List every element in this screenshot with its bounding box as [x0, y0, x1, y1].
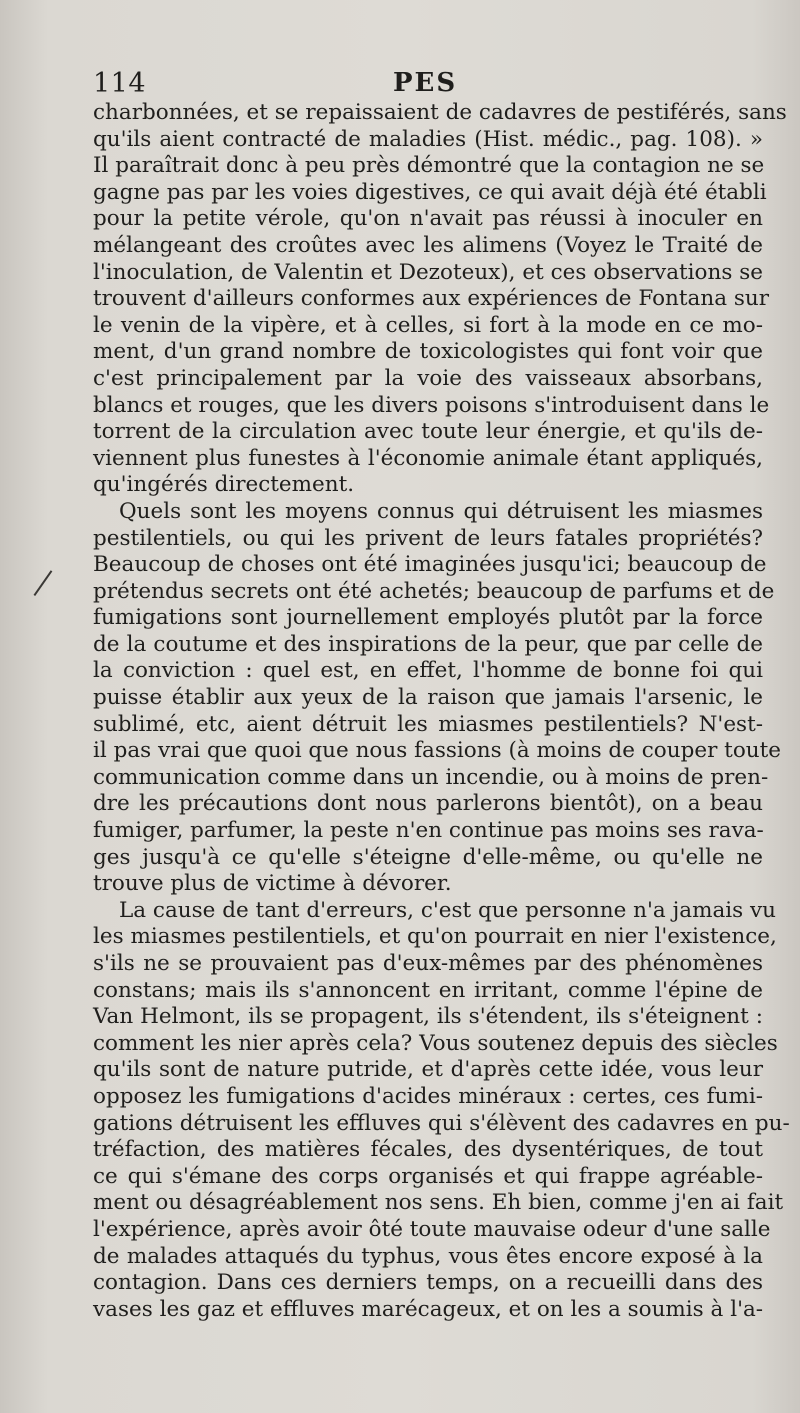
text-line: les miasmes pestilentiels, et qu'on pourrait en nier l'existence, [93, 924, 777, 950]
text-line: gations détruisent les effluves qui s'élèvent des cadavres en pu- [93, 1110, 790, 1136]
margin-pencil-mark [32, 568, 54, 598]
paragraph-start-line: La cause de tant d'erreurs, c'est que personne n'a jamais vu [119, 897, 777, 923]
paragraph-start-line: Quels sont les moyens connus qui détruisent les miasmes [119, 498, 763, 524]
text-line: s'ils ne se prouvaient pas d'eux-mêmes par des phénomènes [93, 951, 763, 976]
text-line: qu'ingérés directement. [93, 472, 355, 498]
text-line: Il paraîtrait donc à peu près démontré que la contagion ne se [93, 153, 765, 179]
text-line: tréfaction, des matières fécales, des dysentériques, de tout [93, 1137, 763, 1163]
text-line: mélangeant des croûtes avec les alimens (Voyez le Traité de [93, 232, 763, 258]
text-line: ment ou désagréablement nos sens. Eh bien, comme j'en ai fait [93, 1190, 784, 1216]
text-line: constans; mais ils s'annoncent en irritant, comme l'épine de [93, 977, 763, 1003]
text-line: fumigations sont journellement employés plutôt par la force [93, 605, 763, 631]
text-line: fumiger, parfumer, la peste n'en continue pas moins ses rava- [93, 818, 764, 844]
text-line: l'inoculation, de Valentin et Dezoteux), et ces observations se [93, 259, 763, 285]
page-number: 114 [93, 68, 147, 99]
text-line: de la coutume et des inspirations de la peur, que par celle de [93, 631, 763, 657]
text-line: pestilentiels, ou qui les privent de leurs fatales propriétés? [93, 525, 763, 551]
body-text [93, 100, 790, 1323]
text-line: vases les gaz et effluves marécageux, et on les a soumis à l'a- [93, 1296, 764, 1322]
text-line: puisse établir aux yeux de la raison que jamais l'arsenic, le [93, 685, 763, 711]
text-line: le venin de la vipère, et à celles, si fort à la mode en ce mo- [93, 312, 763, 338]
text-line: contagion. Dans ces derniers temps, on a recueilli dans des [93, 1270, 763, 1296]
text-line: communication comme dans un incendie, ou à moins de pren- [93, 764, 769, 790]
text-line: qu'ils aient contracté de maladies (Hist. médic., pag. 108). » [93, 126, 763, 152]
text-line: prétendus secrets ont été achetés; beaucoup de parfums et de [93, 578, 775, 604]
text-line: qu'ils sont de nature putride, et d'après cette idée, vous leur [93, 1057, 763, 1083]
text-line: l'expérience, après avoir ôté toute mauvaise odeur d'une salle [93, 1216, 771, 1242]
text-line: pour la petite vérole, qu'on n'avait pas réussi à inoculer en [93, 206, 763, 232]
text-line: Van Helmont, ils se propagent, ils s'étendent, ils s'éteignent : [93, 1004, 763, 1030]
text-line: ment, d'un grand nombre de toxicologistes qui font voir que [93, 339, 763, 365]
text-line: trouvent d'ailleurs conformes aux expériences de Fontana sur [93, 286, 770, 312]
text-line: gagne pas par les voies digestives, ce qui avait déjà été établi [93, 179, 767, 205]
text-line: la conviction : quel est, en effet, l'homme de bonne foi qui [93, 658, 763, 684]
text-line: sublimé, etc, aient détruit les miasmes pestilentiels? N'est- [93, 711, 763, 737]
text-line: trouve plus de victime à dévorer. [93, 871, 452, 897]
text-line: ce qui s'émane des corps organisés et qui frappe agréable- [93, 1163, 763, 1189]
text-line: Beaucoup de choses ont été imaginées jusqu'ici; beaucoup de [93, 552, 767, 578]
text-line: charbonnées, et se repaissaient de cadavres de pestiférés, sans [93, 100, 787, 125]
text-line: il pas vrai que quoi que nous fassions (à moins de couper toute [93, 738, 781, 764]
text-line: blancs et rouges, que les divers poisons s'introduisent dans le [93, 392, 770, 418]
text-line: comment les nier après cela? Vous soutenez depuis des siècles [93, 1030, 778, 1056]
running-head-title: PES [393, 68, 458, 98]
text-line: torrent de la circulation avec toute leur énergie, et qu'ils de- [93, 419, 763, 445]
running-head [93, 68, 763, 98]
text-line: ges jusqu'à ce qu'elle s'éteigne d'elle-même, ou qu'elle ne [93, 844, 763, 870]
text-line: de malades attaqués du typhus, vous êtes encore exposé à la [93, 1243, 763, 1269]
text-line: dre les précautions dont nous parlerons bientôt), on a beau [93, 791, 763, 817]
text-line: c'est principalement par la voie des vaisseaux absorbans, [93, 365, 763, 391]
text-line: opposez les fumigations d'acides minéraux : certes, ces fumi- [93, 1083, 763, 1109]
text-line: viennent plus funestes à l'économie animale étant appliqués, [93, 445, 763, 471]
